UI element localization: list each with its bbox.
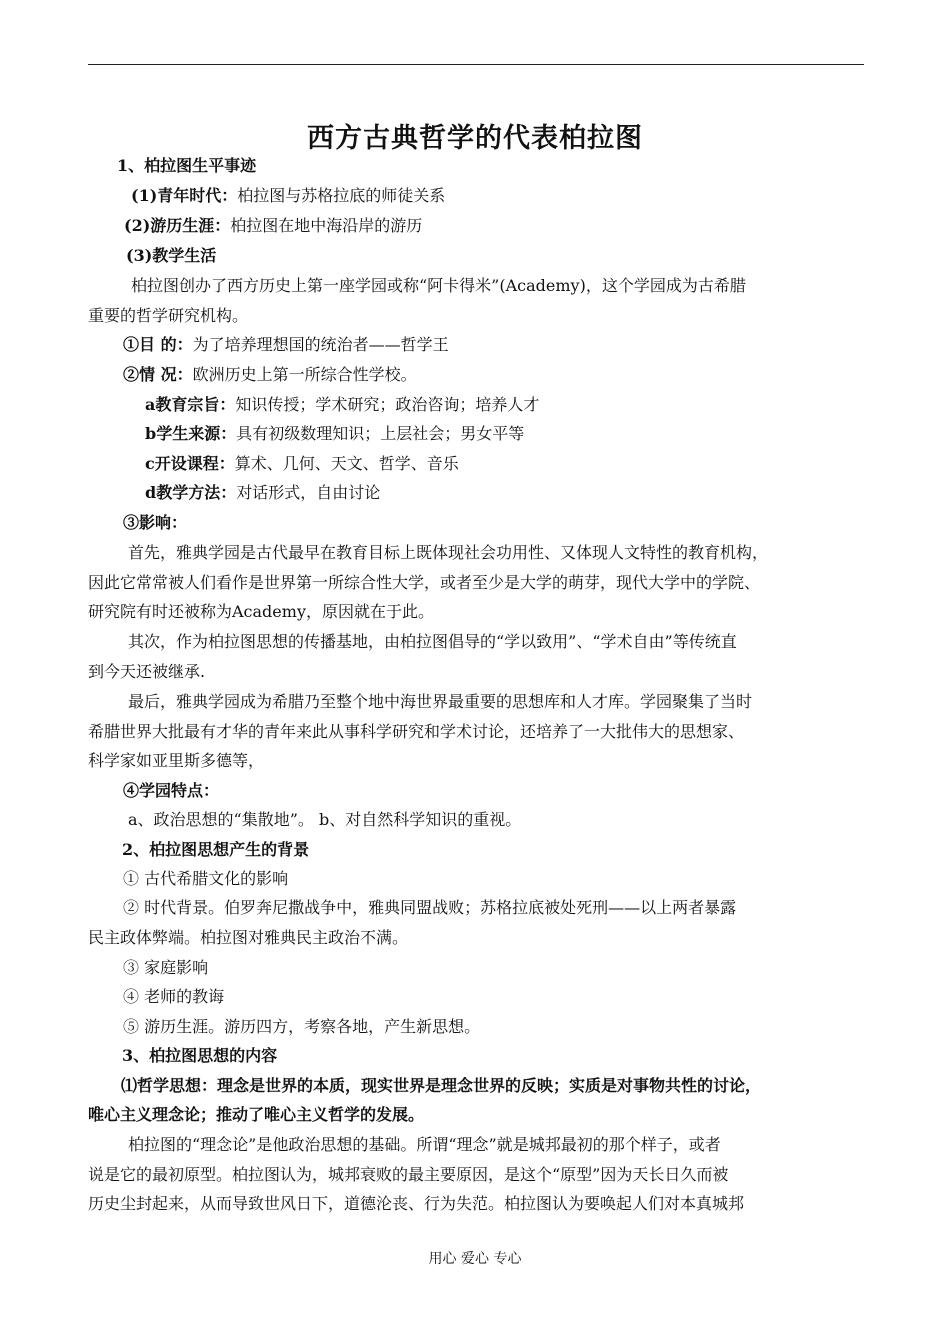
text-run: 科学家如亚里斯多德等， [88, 751, 265, 770]
bold-text-run: 2、柏拉图思想产生的背景 [122, 840, 310, 859]
page-footer: 用心 爱心 专心 [428, 1251, 522, 1267]
text-run: 说是它的最初原型。柏拉图认为，城邦衰败的最主要原因，是这个“原型”因为天长日久而被 [88, 1165, 729, 1184]
bold-text-run: 唯心主义理念论；推动了唯心主义哲学的发展。 [88, 1105, 425, 1124]
text-line [128, 632, 737, 652]
text-run: 到今天还被继承. [88, 662, 206, 681]
bold-text-run: ③影响： [123, 513, 188, 532]
document-title: 西方古典哲学的代表柏拉图 [307, 123, 643, 154]
text-line [88, 1165, 728, 1185]
text-line [145, 483, 380, 503]
text-line [123, 1017, 480, 1037]
text-run: 最后，雅典学园成为希腊乃至整个地中海世界最重要的思想库和人才库。学园聚集了当时 [128, 692, 753, 711]
text-run: 具有初级数理知识；上层社会；男女平等 [236, 424, 525, 443]
text-line [122, 840, 309, 860]
header-rule [88, 64, 864, 65]
bold-text-run: 3、柏拉图思想的内容 [122, 1046, 278, 1065]
text-line [128, 692, 752, 712]
text-run: ③ 家庭影响 [123, 958, 209, 977]
text-run: 历史尘封起来，从而导致世风日下，道德沦丧、行为失范。柏拉图认为要唤起人们对本真城邦 [88, 1194, 745, 1213]
text-line [128, 543, 768, 563]
text-line [88, 1105, 424, 1125]
bold-text-run: b学生来源： [145, 424, 237, 443]
text-run: ② 时代背景。伯罗奔尼撒战争中，雅典同盟战败；苏格拉底被处死刑——以上两者暴露 [123, 898, 737, 917]
text-run: 希腊世界大批最有才华的青年来此从事科学研究和学术讨论，还培养了一大批伟大的思想家、 [88, 722, 745, 741]
text-run: 重要的哲学研究机构。 [88, 306, 249, 325]
text-line [131, 276, 746, 296]
text-line [88, 602, 434, 622]
bold-text-run: (2)游历生涯： [124, 216, 231, 235]
text-line [88, 306, 248, 326]
bold-text-run: a教育宗旨： [145, 395, 236, 414]
bold-text-run: ⑴哲学思想：理念是世界的本质，现实世界是理念世界的反映；实质是对事物共性的讨论， [121, 1076, 762, 1095]
text-line [88, 662, 205, 682]
text-run: ④ 老师的教诲 [123, 987, 225, 1006]
text-line [131, 186, 445, 206]
text-line [124, 216, 422, 236]
text-line [123, 958, 208, 978]
text-run: 对话形式，自由讨论 [236, 483, 381, 502]
text-line [128, 1135, 721, 1155]
text-line [123, 781, 219, 801]
text-run: 柏拉图与苏格拉底的师徒关系 [237, 186, 446, 205]
text-line [126, 246, 216, 266]
text-line [145, 395, 539, 415]
bold-text-run: 1、柏拉图生平事迹 [117, 156, 257, 175]
text-line [123, 987, 224, 1007]
text-line [123, 365, 417, 385]
bold-text-run: c开设课程： [145, 454, 235, 473]
bold-text-run: ④学园特点： [123, 781, 220, 800]
text-run: 柏拉图创办了西方历史上第一座学园或称“阿卡得米”(Academy)，这个学园成为古希腊 [131, 276, 746, 295]
text-line [121, 1076, 761, 1096]
text-run: 算术、几何、天文、哲学、音乐 [234, 454, 459, 473]
text-line [88, 1194, 744, 1214]
text-line [117, 156, 256, 176]
bold-text-run: (3)教学生活 [126, 246, 217, 265]
text-line [123, 869, 288, 889]
text-run: a、政治思想的“集散地”。 b、对自然科学知识的重视。 [128, 810, 522, 829]
bold-text-run: d教学方法： [145, 483, 237, 502]
text-run: 柏拉图的“理念论”是他政治思想的基础。所谓“理念”就是城邦最初的那个样子，或者 [128, 1135, 721, 1154]
text-run: 首先，雅典学园是古代最早在教育目标上既体现社会功用性、又体现人文特性的教育机构， [128, 543, 769, 562]
text-run: ⑤ 游历生涯。游历四方，考察各地，产生新思想。 [123, 1017, 481, 1036]
bold-text-run: (1)青年时代： [131, 186, 238, 205]
text-line [88, 928, 408, 948]
text-line [122, 1046, 277, 1066]
text-line [123, 898, 736, 918]
text-line [123, 335, 449, 355]
text-line [128, 810, 521, 830]
text-line [145, 424, 524, 444]
text-line [145, 454, 459, 474]
text-run: 欧洲历史上第一所综合性学校。 [192, 365, 417, 384]
text-run: 研究院有时还被称为Academy，原因就在于此。 [88, 602, 434, 621]
text-run: 为了培养理想国的统治者——哲学王 [192, 335, 449, 354]
text-line [123, 513, 187, 533]
text-line [88, 573, 760, 593]
text-run: 因此它常常被人们看作是世界第一所综合性大学，或者至少是大学的萌芽，现代大学中的学院、 [88, 573, 761, 592]
bold-text-run: ①目 的： [123, 335, 193, 354]
text-run: 民主政体弊端。柏拉图对雅典民主政治不满。 [88, 928, 409, 947]
text-run: 其次，作为柏拉图思想的传播基地，由柏拉图倡导的“学以致用”、“学术自由”等传统直 [128, 632, 737, 651]
bold-text-run: ②情 况： [123, 365, 193, 384]
text-line [88, 751, 264, 771]
text-run: 柏拉图在地中海沿岸的游历 [230, 216, 423, 235]
text-run: 知识传授；学术研究；政治咨询；培养人才 [235, 395, 540, 414]
text-line [88, 722, 744, 742]
text-run: ① 古代希腊文化的影响 [123, 869, 289, 888]
